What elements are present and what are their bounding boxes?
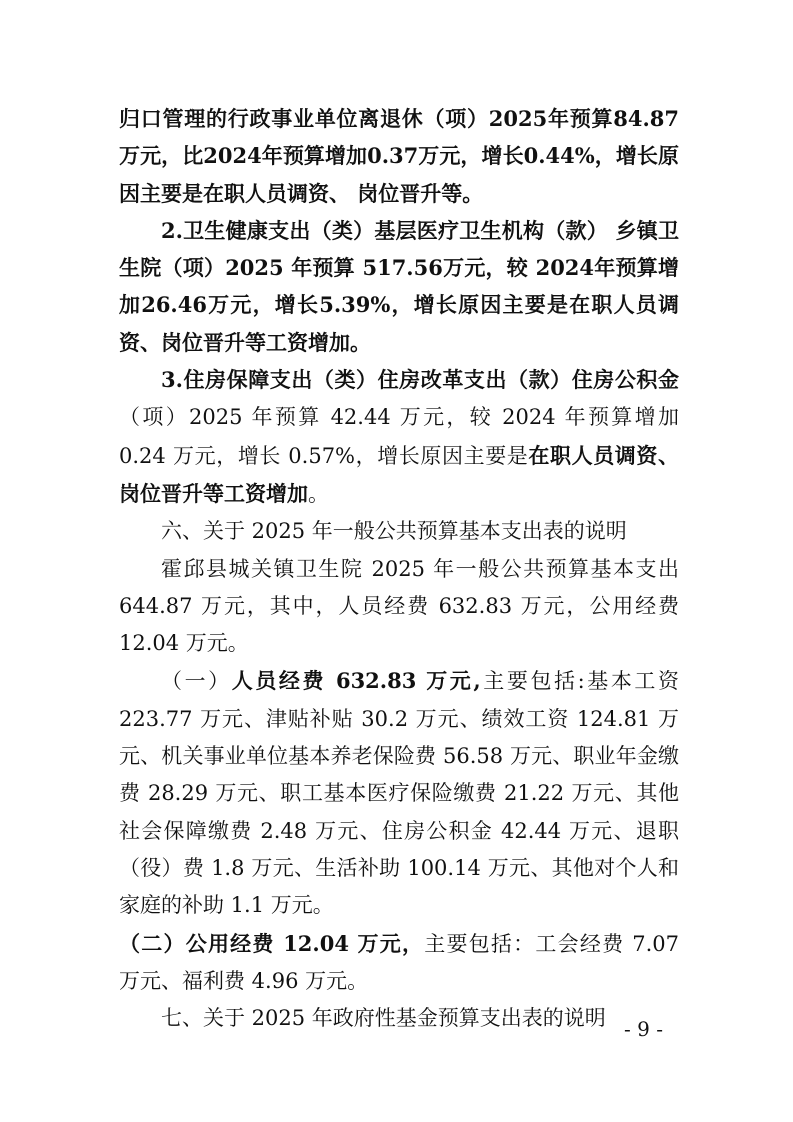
personnel-text: 主要包括:基本工资 223.77 万元、津贴补贴 30.2 万元、绩效工资 124.81 万元、机关事业单位基本养老保险费 56.58 万元、职业年金缴费 28.29 万元、职工基本医疗保险缴费 21.22 万元、其他社会保障缴费 2.48 万元、住房公积金 42.44 万元、退职（役）费 1.8 万元、生活补助 100.14 万元、其他对个人和家庭的补助 1.1 万元。 bbox=[119, 669, 680, 918]
page-number: - 9 - bbox=[624, 1017, 663, 1041]
section-heading-6: 六、关于 2025 年一般公共预算基本支出表的说明 bbox=[161, 519, 627, 544]
section-heading-7: 七、关于 2025 年政府性基金预算支出表的说明 bbox=[161, 1006, 606, 1031]
housing-text: （项）2025 年预算 42.44 万元，较 2024 年预算增加 0.24 万元，增长 0.57%，增长原因主要是 bbox=[119, 405, 679, 468]
housing-reason: 在职人员调资、岗位晋升等工资增加 bbox=[119, 442, 679, 506]
housing-end: 。 bbox=[308, 481, 329, 506]
paragraph-public-expense bbox=[119, 925, 679, 1001]
public-text: 主要包括：工会经费 7.07 万元、福利费 4.96 万元。 bbox=[119, 931, 679, 993]
personnel-heading: 人员经费 632.83 万元, bbox=[231, 668, 481, 694]
paragraph-personnel-expense bbox=[119, 662, 679, 924]
paragraph-housing bbox=[119, 361, 679, 513]
public-heading: （二）公用经费 12.04 万元， bbox=[119, 930, 425, 956]
housing-heading: 3.住房保障支出（类）住房改革支出（款）住房公积金 bbox=[161, 367, 679, 393]
paragraph-retirement: 归口管理的行政事业单位离退休（项）2025年预算84.87万元，比2024年预算增加0.37万元，增长0.44%，增长原因主要是在职人员调资、 岗位晋升等。 bbox=[119, 106, 679, 206]
personnel-label: （一） bbox=[161, 669, 232, 694]
document-body bbox=[119, 100, 679, 1037]
paragraph-health: 2.卫生健康支出（类）基层医疗卫生机构（款） 乡镇卫生院（项）2025 年预算 517.56万元，较 2024年预算增加26.46万元，增长5.39%，增长原因主要是在职人员调资、岗位晋升等工资增加。 bbox=[119, 217, 679, 355]
paragraph-basic-expense-summary: 霍邱县城关镇卫生院 2025 年一般公共预算基本支出 644.87 万元，其中，人员经费 632.83 万元，公用经费 12.04 万元。 bbox=[119, 556, 679, 656]
